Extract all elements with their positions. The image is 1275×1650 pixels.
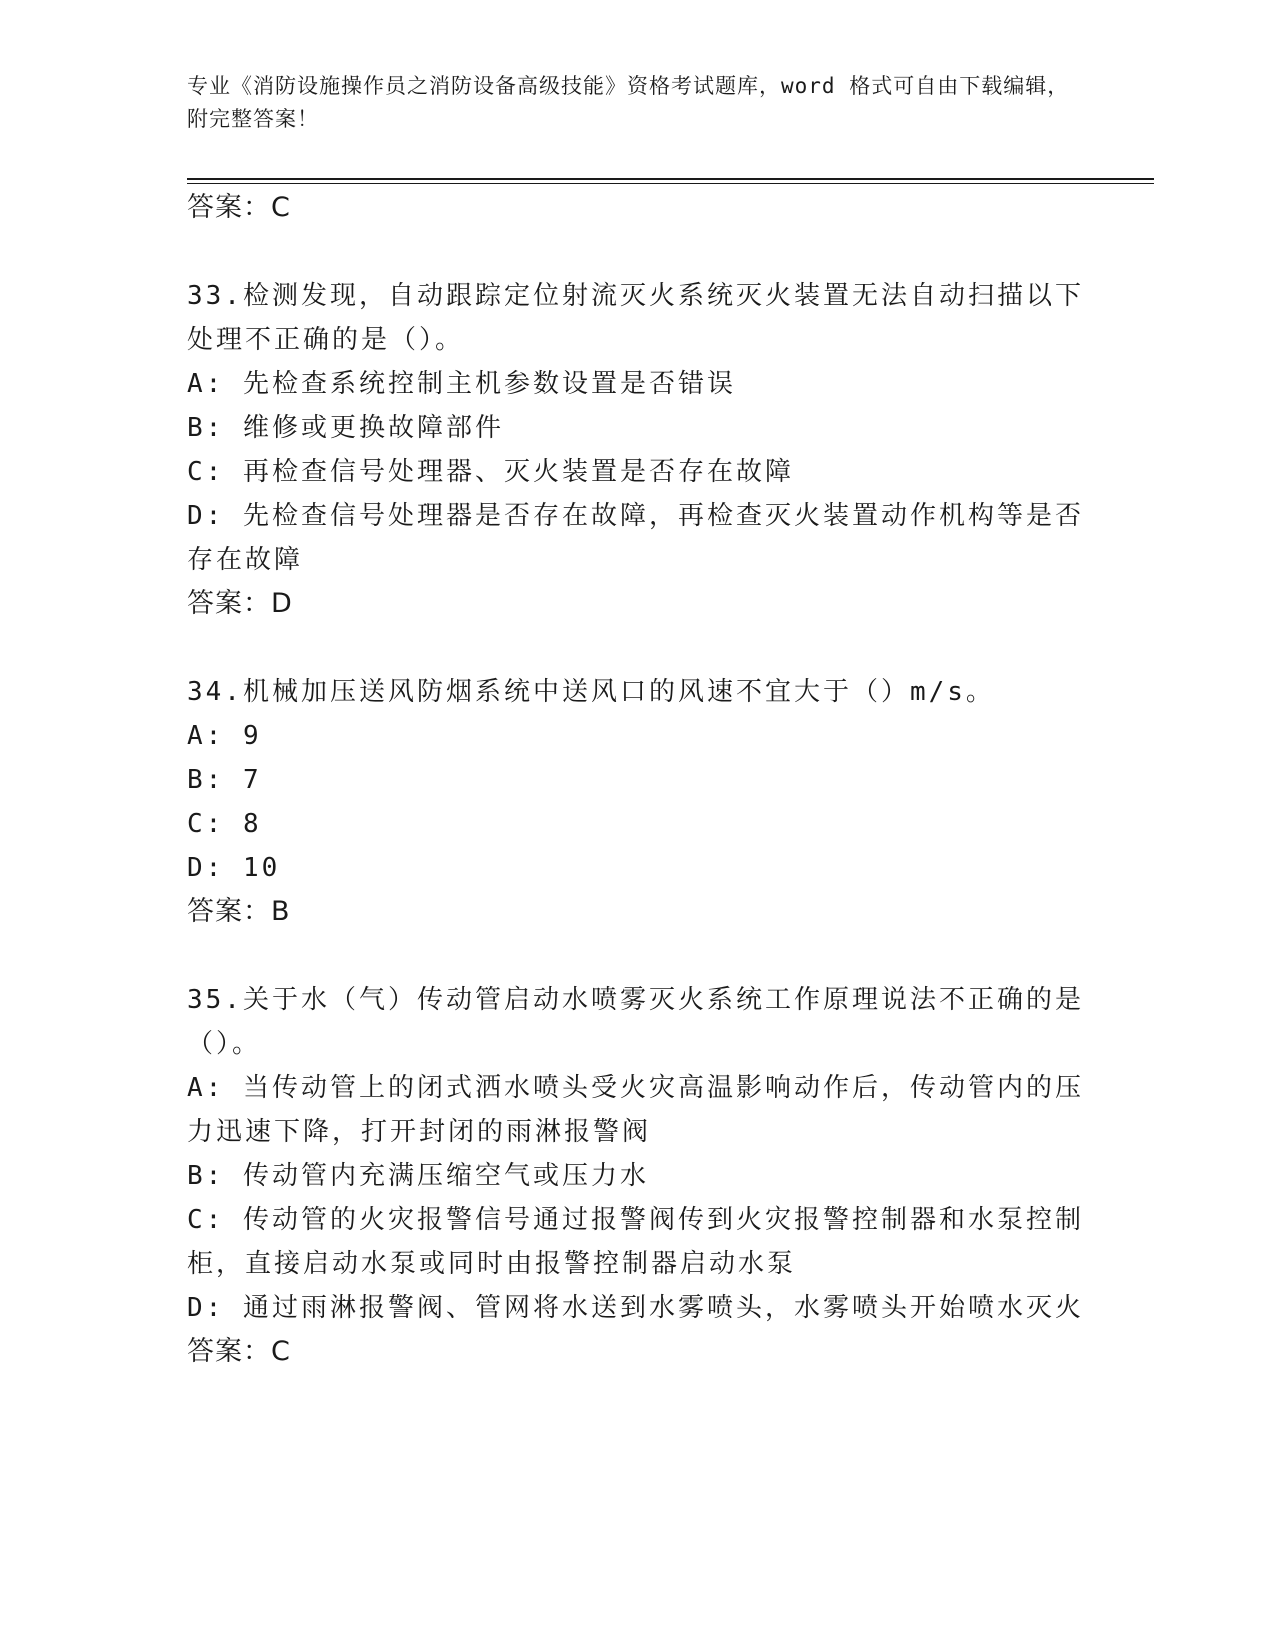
question-34-option-d: D: 10 <box>187 853 281 883</box>
question-35-option-a-line1: A: 当传动管上的闭式洒水喷头受火灾高温影响动作后，传动管内的压 <box>187 1073 1084 1103</box>
question-35-stem-line2: （）。 <box>187 1029 262 1059</box>
question-35-stem-line1: 35.关于水（气）传动管启动水喷雾灭火系统工作原理说法不正确的是 <box>187 985 1084 1015</box>
question-33-option-b: B: 维修或更换故障部件 <box>187 413 504 443</box>
question-35-option-d: D: 通过雨淋报警阀、管网将水送到水雾喷头，水雾喷头开始喷水灭火 <box>187 1293 1084 1323</box>
question-34-answer: 答案：B <box>187 896 291 927</box>
question-34-stem-line1: 34.机械加压送风防烟系统中送风口的风速不宜大于（）m/s。 <box>187 677 995 707</box>
question-35-answer: 答案：C <box>187 1336 291 1367</box>
question-33-option-d-line2: 存在故障 <box>187 545 304 575</box>
question-35-option-c-line1: C: 传动管的火灾报警信号通过报警阀传到火灾报警控制器和水泵控制 <box>187 1205 1084 1235</box>
header-rule-thick <box>187 178 1154 180</box>
question-33-stem-line2: 处理不正确的是（）。 <box>187 325 465 355</box>
answer-prev: 答案：C <box>187 192 291 223</box>
header-note: 专业《消防设施操作员之消防设备高级技能》资格考试题库，word 格式可自由下载编辑，附完整答案！ <box>187 74 1070 131</box>
question-34-option-b: B: 7 <box>187 765 262 795</box>
question-34-option-a: A: 9 <box>187 721 262 751</box>
question-33-stem-line1: 33.检测发现，自动跟踪定位射流灭火系统灭火装置无法自动扫描以下 <box>187 281 1084 311</box>
question-34-option-c: C: 8 <box>187 809 262 839</box>
question-33-option-a: A: 先检查系统控制主机参数设置是否错误 <box>187 369 736 399</box>
question-33-option-c: C: 再检查信号处理器、灭火装置是否存在故障 <box>187 457 794 487</box>
question-35-option-b: B: 传动管内充满压缩空气或压力水 <box>187 1161 649 1191</box>
question-33-option-d-line1: D: 先检查信号处理器是否存在故障，再检查灭火装置动作机构等是否 <box>187 501 1084 531</box>
question-35-option-c-line2: 柜，直接启动水泵或同时由报警控制器启动水泵 <box>187 1249 797 1279</box>
question-35-option-a-line2: 力迅速下降，打开封闭的雨淋报警阀 <box>187 1117 652 1147</box>
question-33-answer: 答案：D <box>187 588 293 619</box>
header-rule-thin <box>187 183 1154 184</box>
